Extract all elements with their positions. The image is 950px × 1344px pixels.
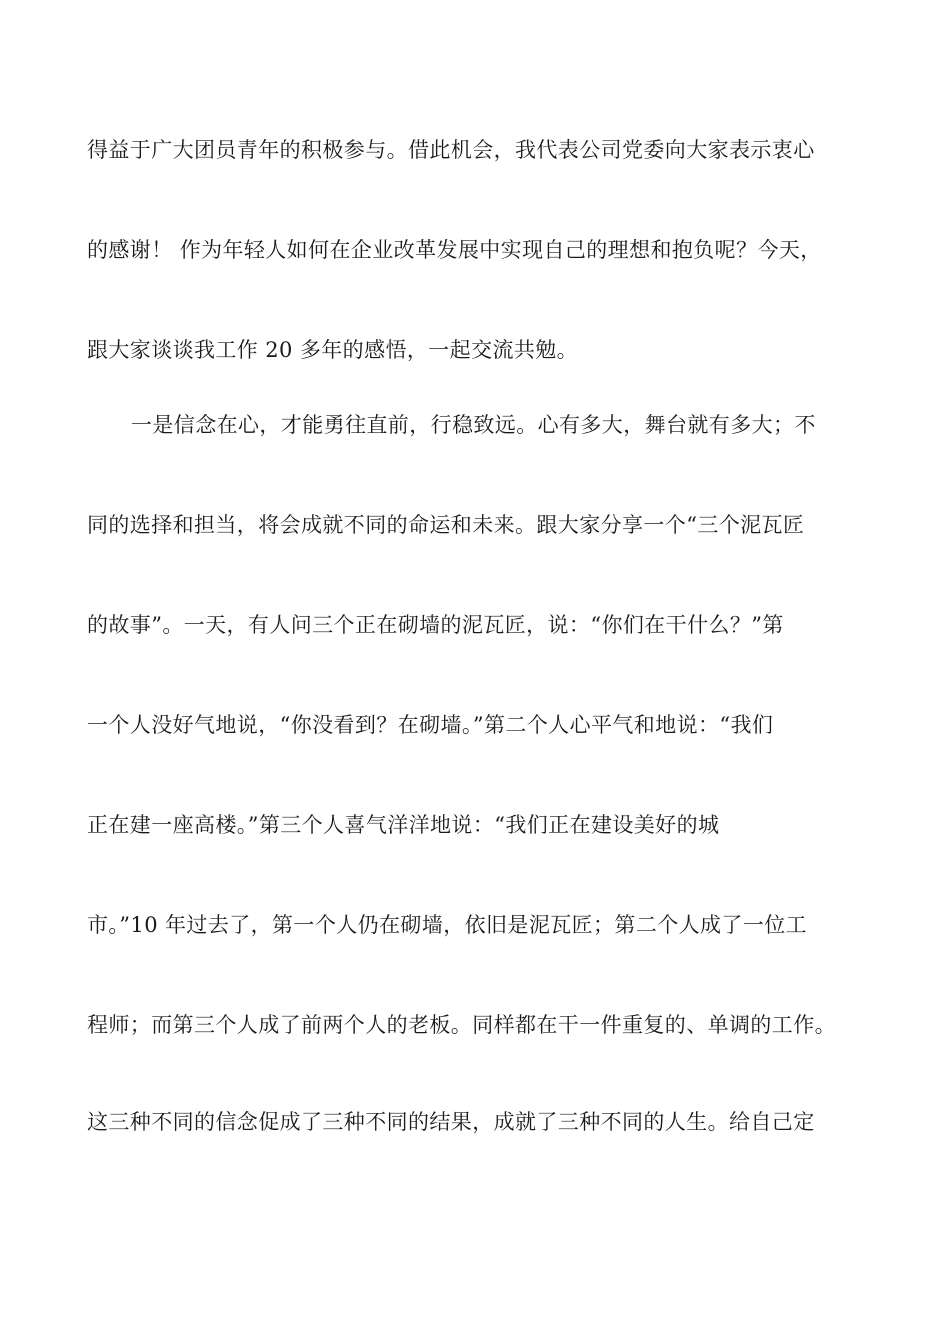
paragraph-first-line: 一是信念在心，才能勇往直前，行稳致远。心有多大，舞台就有多大；不 bbox=[131, 413, 816, 437]
text-line: 市。”10 年过去了，第一个人仍在砌墙，依旧是泥瓦匠；第二个人成了一位工 bbox=[87, 913, 808, 937]
text-line: 的故事”。一天，有人问三个正在砌墙的泥瓦匠，说：“你们在干什么？”第 bbox=[87, 613, 784, 637]
text-line: 得益于广大团员青年的积极参与。借此机会，我代表公司党委向大家表示衷心 bbox=[87, 138, 815, 162]
text-line: 同的选择和担当，将会成就不同的命运和未来。跟大家分享一个“三个泥瓦匠 bbox=[87, 513, 805, 537]
text-line: 跟大家谈谈我工作 20 多年的感悟，一起交流共勉。 bbox=[87, 338, 579, 362]
text-line: 的感谢！ 作为年轻人如何在企业改革发展中实现自己的理想和抱负呢？今天， bbox=[87, 238, 822, 262]
text-line: 一个人没好气地说，“你没看到？在砌墙。”第二个人心平气和地说：“我们 bbox=[87, 713, 774, 737]
text-line: 这三种不同的信念促成了三种不同的结果，成就了三种不同的人生。给自己定 bbox=[87, 1110, 815, 1134]
text-line: 程师；而第三个人成了前两个人的老板。同样都在干一件重复的、单调的工作。 bbox=[87, 1013, 836, 1037]
text-line: 正在建一座高楼。”第三个人喜气洋洋地说：“我们正在建设美好的城 bbox=[87, 813, 720, 837]
